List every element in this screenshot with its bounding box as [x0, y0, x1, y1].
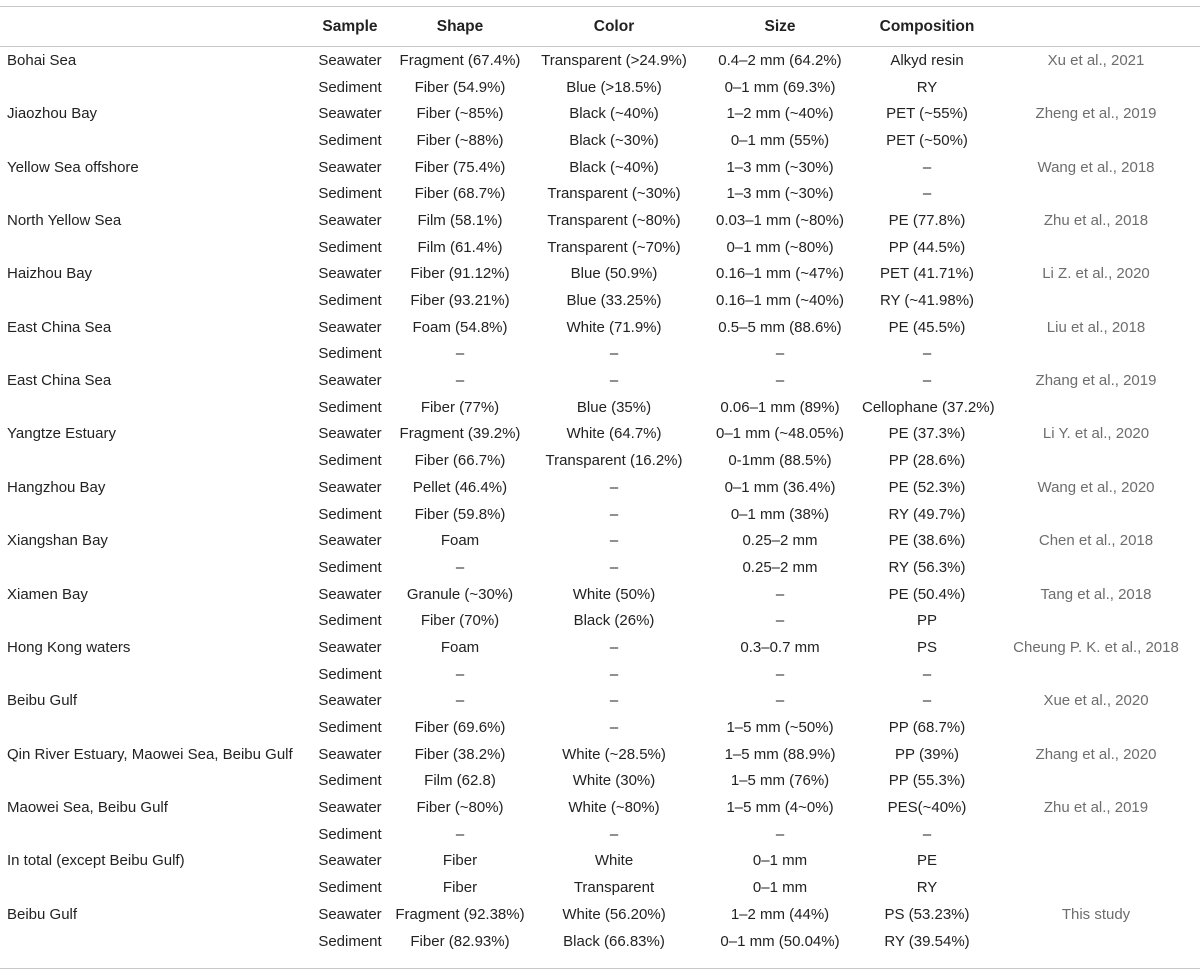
composition-cell: Alkyd resin — [890, 51, 964, 69]
reference-cell — [992, 180, 1200, 207]
shape-cell: Fiber (38.2%) — [414, 745, 506, 763]
location-cell: Haizhou Bay — [7, 265, 93, 283]
composition-cell: – — [922, 825, 932, 843]
microplastics-table — [0, 8, 1200, 954]
sample-cell: Seawater — [318, 211, 382, 229]
color-cell: Blue (35%) — [576, 398, 652, 416]
color-cell: White (30%) — [572, 772, 656, 790]
composition-cell: – — [922, 158, 932, 176]
location-cell: Beibu Gulf — [7, 692, 78, 710]
size-cell: 0.03–1 mm (~80%) — [716, 211, 844, 229]
shape-cell: – — [455, 665, 465, 683]
color-cell: – — [609, 558, 619, 576]
table-row — [0, 527, 1200, 554]
size-cell: 1–5 mm (76%) — [730, 772, 830, 790]
composition-cell: PE (38.6%) — [888, 532, 966, 550]
location-cell: Hong Kong waters — [7, 638, 131, 656]
sample-cell: Sediment — [318, 719, 382, 737]
composition-cell: RY — [916, 78, 938, 96]
header-composition: Composition — [879, 18, 975, 35]
sample-cell: Seawater — [318, 158, 382, 176]
table-row — [0, 501, 1200, 528]
shape-cell: Film (58.1%) — [417, 211, 503, 229]
size-cell: 1–3 mm (~30%) — [726, 185, 834, 203]
reference-cell: Li Z. et al., 2020 — [1042, 265, 1150, 283]
reference-cell — [992, 287, 1200, 314]
table-row — [0, 367, 1200, 394]
color-cell: – — [609, 478, 619, 496]
sample-cell: Sediment — [318, 185, 382, 203]
size-cell: 0.25–2 mm — [742, 532, 818, 550]
header-reference — [992, 8, 1200, 47]
color-cell: White (50%) — [572, 585, 656, 603]
table-row — [0, 314, 1200, 341]
sample-cell: Seawater — [318, 478, 382, 496]
reference-cell — [992, 234, 1200, 261]
reference-cell — [992, 768, 1200, 795]
size-cell: – — [775, 692, 785, 710]
reference-cell — [992, 447, 1200, 474]
size-cell: 0.3–0.7 mm — [740, 638, 820, 656]
composition-cell: – — [922, 185, 932, 203]
size-cell: 0.16–1 mm (~40%) — [716, 292, 844, 310]
location-cell: Hangzhou Bay — [7, 478, 106, 496]
size-cell: – — [775, 665, 785, 683]
sample-cell: Sediment — [318, 131, 382, 149]
shape-cell: Fiber (82.93%) — [410, 932, 510, 950]
location-cell: Yellow Sea offshore — [7, 158, 139, 176]
sample-cell: Seawater — [318, 852, 382, 870]
size-cell: 1–5 mm (88.9%) — [724, 745, 836, 763]
color-cell: Black (~40%) — [569, 158, 659, 176]
sample-cell: Sediment — [318, 665, 382, 683]
table-row — [0, 794, 1200, 821]
header-shape: Shape — [436, 18, 484, 35]
color-cell: Transparent (~80%) — [547, 211, 681, 229]
color-cell: White (71.9%) — [566, 318, 662, 336]
composition-cell: PET (~55%) — [886, 105, 968, 123]
size-cell: 0–1 mm (69.3%) — [724, 78, 836, 96]
shape-cell: Foam (54.8%) — [412, 318, 508, 336]
color-cell: Blue (33.25%) — [566, 292, 662, 310]
shape-cell: Fiber — [442, 879, 478, 897]
shape-cell: Granule (~30%) — [406, 585, 514, 603]
composition-cell: PET (41.71%) — [880, 265, 974, 283]
sample-cell: Seawater — [318, 745, 382, 763]
sample-cell: Sediment — [318, 772, 382, 790]
sample-cell: Sediment — [318, 398, 382, 416]
table-row — [0, 581, 1200, 608]
sample-cell: Sediment — [318, 292, 382, 310]
location-cell: East China Sea — [7, 318, 112, 336]
table-row — [0, 74, 1200, 101]
table-body — [0, 47, 1200, 955]
composition-cell: PP (68.7%) — [888, 719, 966, 737]
header-location — [0, 8, 310, 47]
table-row — [0, 234, 1200, 261]
color-cell: – — [609, 719, 619, 737]
sample-cell: Sediment — [318, 879, 382, 897]
sample-cell: Seawater — [318, 425, 382, 443]
color-cell: Black (~30%) — [569, 131, 659, 149]
location-cell: Xiamen Bay — [7, 585, 88, 603]
composition-cell: – — [922, 345, 932, 363]
size-cell: 0.25–2 mm — [742, 558, 818, 576]
color-cell: – — [609, 638, 619, 656]
table-row — [0, 394, 1200, 421]
reference-cell: Chen et al., 2018 — [1038, 532, 1154, 550]
table-row — [0, 821, 1200, 848]
color-cell: Transparent — [573, 879, 655, 897]
color-cell: White (56.20%) — [562, 905, 666, 923]
table-row — [0, 207, 1200, 234]
color-cell: – — [609, 372, 619, 390]
size-cell: 0–1 mm (38%) — [730, 505, 830, 523]
size-cell: – — [775, 612, 785, 630]
size-cell: 0–1 mm (55%) — [730, 131, 830, 149]
location-cell — [0, 447, 310, 474]
shape-cell: – — [455, 345, 465, 363]
size-cell: 1–2 mm (44%) — [730, 905, 830, 923]
location-cell: Yangtze Estuary — [7, 425, 116, 443]
reference-cell — [992, 74, 1200, 101]
table-row — [0, 474, 1200, 501]
top-rule — [0, 6, 1200, 7]
reference-cell: Wang et al., 2020 — [1037, 478, 1155, 496]
table-row — [0, 127, 1200, 154]
sample-cell: Seawater — [318, 105, 382, 123]
reference-cell — [992, 714, 1200, 741]
shape-cell: Fiber (77%) — [420, 398, 500, 416]
location-cell — [0, 554, 310, 581]
header-row — [0, 8, 1200, 47]
color-cell: White (64.7%) — [566, 425, 662, 443]
sample-cell: Seawater — [318, 532, 382, 550]
reference-cell — [992, 341, 1200, 368]
size-cell: 0–1 mm (50.04%) — [720, 932, 840, 950]
sample-cell: Sediment — [318, 612, 382, 630]
reference-cell: Tang et al., 2018 — [1040, 585, 1152, 603]
size-cell: – — [775, 345, 785, 363]
shape-cell: Fiber (75.4%) — [414, 158, 506, 176]
shape-cell: Film (61.4%) — [417, 238, 503, 256]
location-cell — [0, 127, 310, 154]
color-cell: Transparent (~30%) — [547, 185, 681, 203]
location-cell: North Yellow Sea — [7, 211, 122, 229]
size-cell: – — [775, 585, 785, 603]
reference-cell — [992, 848, 1200, 875]
reference-cell — [992, 607, 1200, 634]
size-cell: 1–5 mm (4~0%) — [726, 799, 834, 817]
size-cell: 1–3 mm (~30%) — [726, 158, 834, 176]
size-cell: 1–2 mm (~40%) — [726, 105, 834, 123]
reference-cell — [992, 821, 1200, 848]
color-cell: Black (26%) — [573, 612, 655, 630]
location-cell — [0, 768, 310, 795]
color-cell: White (~28.5%) — [562, 745, 666, 763]
reference-cell — [992, 554, 1200, 581]
composition-cell: PS — [916, 638, 937, 656]
color-cell: Blue (>18.5%) — [566, 78, 662, 96]
composition-cell: RY — [916, 879, 938, 897]
table-row — [0, 607, 1200, 634]
shape-cell: Fiber (68.7%) — [414, 185, 506, 203]
sample-cell: Seawater — [318, 51, 382, 69]
sample-cell: Sediment — [318, 452, 382, 470]
reference-cell: Zhu et al., 2018 — [1043, 211, 1149, 229]
shape-cell: Fiber (~88%) — [416, 131, 504, 149]
composition-cell: PS (53.23%) — [884, 905, 970, 923]
reference-cell — [992, 501, 1200, 528]
location-cell — [0, 501, 310, 528]
table-row — [0, 741, 1200, 768]
location-cell: Maowei Sea, Beibu Gulf — [7, 799, 168, 817]
location-cell — [0, 341, 310, 368]
location-cell: In total (except Beibu Gulf) — [7, 852, 185, 870]
color-cell: – — [609, 692, 619, 710]
composition-cell: PP (28.6%) — [888, 452, 966, 470]
location-cell — [0, 928, 310, 955]
color-cell: – — [609, 665, 619, 683]
sample-cell: Seawater — [318, 585, 382, 603]
size-cell: 0–1 mm (~80%) — [726, 238, 834, 256]
composition-cell: PE (52.3%) — [888, 478, 966, 496]
size-cell: – — [775, 825, 785, 843]
location-cell: Jiaozhou Bay — [7, 105, 98, 123]
reference-cell: Li Y. et al., 2020 — [1042, 425, 1150, 443]
reference-cell: Liu et al., 2018 — [1046, 318, 1146, 336]
size-cell: 0.16–1 mm (~47%) — [716, 265, 844, 283]
reference-cell: Zhang et al., 2019 — [1035, 372, 1157, 390]
sample-cell: Sediment — [318, 505, 382, 523]
bottom-rule — [0, 968, 1200, 969]
composition-cell: RY (49.7%) — [888, 505, 966, 523]
location-cell — [0, 394, 310, 421]
size-cell: 0.4–2 mm (64.2%) — [718, 51, 842, 69]
composition-cell: PE — [916, 852, 937, 870]
composition-cell: PE (37.3%) — [888, 425, 966, 443]
location-cell — [0, 287, 310, 314]
shape-cell: Fiber (70%) — [420, 612, 500, 630]
table-row — [0, 154, 1200, 181]
size-cell: 0–1 mm (~48.05%) — [716, 425, 844, 443]
table-row — [0, 661, 1200, 688]
reference-cell — [992, 661, 1200, 688]
composition-cell: PE (77.8%) — [888, 211, 966, 229]
location-cell — [0, 607, 310, 634]
size-cell: 0-1mm (88.5%) — [728, 452, 832, 470]
reference-cell: Wang et al., 2018 — [1037, 158, 1155, 176]
size-cell: 0–1 mm — [752, 879, 808, 897]
location-cell: Xiangshan Bay — [7, 532, 108, 550]
size-cell: 1–5 mm (~50%) — [726, 719, 834, 737]
sample-cell: Sediment — [318, 238, 382, 256]
size-cell: – — [775, 372, 785, 390]
composition-cell: PET (~50%) — [886, 131, 968, 149]
composition-cell: PP (55.3%) — [888, 772, 966, 790]
composition-cell: – — [922, 372, 932, 390]
table-row — [0, 634, 1200, 661]
sample-cell: Sediment — [318, 558, 382, 576]
table-row — [0, 554, 1200, 581]
table-row — [0, 341, 1200, 368]
location-cell — [0, 74, 310, 101]
reference-cell: This study — [1061, 905, 1131, 923]
sample-cell: Sediment — [318, 78, 382, 96]
sample-cell: Seawater — [318, 692, 382, 710]
shape-cell: Fiber (~80%) — [416, 799, 504, 817]
location-cell: Beibu Gulf — [7, 905, 78, 923]
shape-cell: Pellet (46.4%) — [412, 478, 508, 496]
shape-cell: Fiber (~85%) — [416, 105, 504, 123]
reference-cell — [992, 928, 1200, 955]
shape-cell: Fiber (54.9%) — [414, 78, 506, 96]
sample-cell: Seawater — [318, 372, 382, 390]
color-cell: Transparent (16.2%) — [545, 452, 683, 470]
location-cell — [0, 661, 310, 688]
shape-cell: Fiber (69.6%) — [414, 719, 506, 737]
table-row — [0, 261, 1200, 288]
color-cell: Black (66.83%) — [563, 932, 665, 950]
composition-cell: RY (56.3%) — [888, 558, 966, 576]
color-cell: – — [609, 505, 619, 523]
color-cell: Transparent (>24.9%) — [541, 51, 687, 69]
size-cell: 0–1 mm — [752, 852, 808, 870]
sample-cell: Seawater — [318, 799, 382, 817]
sample-cell: Sediment — [318, 932, 382, 950]
shape-cell: Fiber (91.12%) — [410, 265, 510, 283]
shape-cell: Fiber — [442, 852, 478, 870]
table-row — [0, 287, 1200, 314]
table-row — [0, 421, 1200, 448]
table-row — [0, 928, 1200, 955]
location-cell — [0, 234, 310, 261]
reference-cell: Zhang et al., 2020 — [1035, 745, 1157, 763]
sample-cell: Seawater — [318, 638, 382, 656]
location-cell — [0, 180, 310, 207]
table-row — [0, 848, 1200, 875]
shape-cell: – — [455, 692, 465, 710]
composition-cell: PES(~40%) — [887, 799, 967, 817]
location-cell: Qin River Estuary, Maowei Sea, Beibu Gulf — [7, 745, 293, 763]
sample-cell: Seawater — [318, 318, 382, 336]
reference-cell: Zheng et al., 2019 — [1035, 105, 1157, 123]
color-cell: White — [594, 852, 634, 870]
table-row — [0, 180, 1200, 207]
table-row — [0, 447, 1200, 474]
composition-cell: PP (44.5%) — [888, 238, 966, 256]
table-row — [0, 100, 1200, 127]
color-cell: Black (~40%) — [569, 105, 659, 123]
shape-cell: Fragment (67.4%) — [399, 51, 521, 69]
location-cell — [0, 821, 310, 848]
color-cell: – — [609, 532, 619, 550]
sample-cell: Seawater — [318, 265, 382, 283]
shape-cell: – — [455, 825, 465, 843]
table-row — [0, 714, 1200, 741]
color-cell: White (~80%) — [568, 799, 660, 817]
header-size: Size — [764, 18, 796, 35]
reference-cell — [992, 874, 1200, 901]
reference-cell — [992, 394, 1200, 421]
shape-cell: Foam — [440, 532, 480, 550]
composition-cell: RY (~41.98%) — [879, 292, 975, 310]
color-cell: – — [609, 345, 619, 363]
composition-cell: PP (39%) — [895, 745, 959, 763]
shape-cell: Fiber (59.8%) — [414, 505, 506, 523]
table-row — [0, 874, 1200, 901]
color-cell: Blue (50.9%) — [570, 265, 658, 283]
composition-cell: – — [922, 692, 932, 710]
shape-cell: Fragment (92.38%) — [395, 905, 525, 923]
header-sample: Sample — [322, 18, 378, 35]
shape-cell: Fiber (93.21%) — [410, 292, 510, 310]
header-color: Color — [593, 18, 635, 35]
composition-cell: PP — [916, 612, 937, 630]
sample-cell: Seawater — [318, 905, 382, 923]
shape-cell: Fiber (66.7%) — [414, 452, 506, 470]
sample-cell: Sediment — [318, 825, 382, 843]
composition-cell: Cellophane (37.2%) — [862, 398, 995, 416]
reference-cell: Zhu et al., 2019 — [1043, 799, 1149, 817]
reference-cell — [992, 127, 1200, 154]
shape-cell: Film (62.8) — [424, 772, 496, 790]
size-cell: 0.5–5 mm (88.6%) — [718, 318, 842, 336]
sample-cell: Sediment — [318, 345, 382, 363]
shape-cell: Foam — [440, 638, 480, 656]
color-cell: – — [609, 825, 619, 843]
color-cell: Transparent (~70%) — [547, 238, 681, 256]
table-row — [0, 901, 1200, 928]
location-cell: East China Sea — [7, 372, 112, 390]
composition-cell: PE (50.4%) — [888, 585, 966, 603]
location-cell: Bohai Sea — [7, 51, 77, 69]
shape-cell: – — [455, 558, 465, 576]
reference-cell: Cheung P. K. et al., 2018 — [1013, 638, 1179, 656]
reference-cell: Xu et al., 2021 — [1047, 51, 1145, 69]
shape-cell: Fragment (39.2%) — [399, 425, 521, 443]
location-cell — [0, 874, 310, 901]
composition-cell: RY (39.54%) — [884, 932, 970, 950]
table-row — [0, 768, 1200, 795]
reference-cell: Xue et al., 2020 — [1043, 692, 1149, 710]
composition-cell: – — [922, 665, 932, 683]
composition-cell: PE (45.5%) — [888, 318, 966, 336]
size-cell: 0.06–1 mm (89%) — [720, 398, 840, 416]
table-row — [0, 47, 1200, 74]
location-cell — [0, 714, 310, 741]
shape-cell: – — [455, 372, 465, 390]
table-row — [0, 688, 1200, 715]
size-cell: 0–1 mm (36.4%) — [724, 478, 836, 496]
